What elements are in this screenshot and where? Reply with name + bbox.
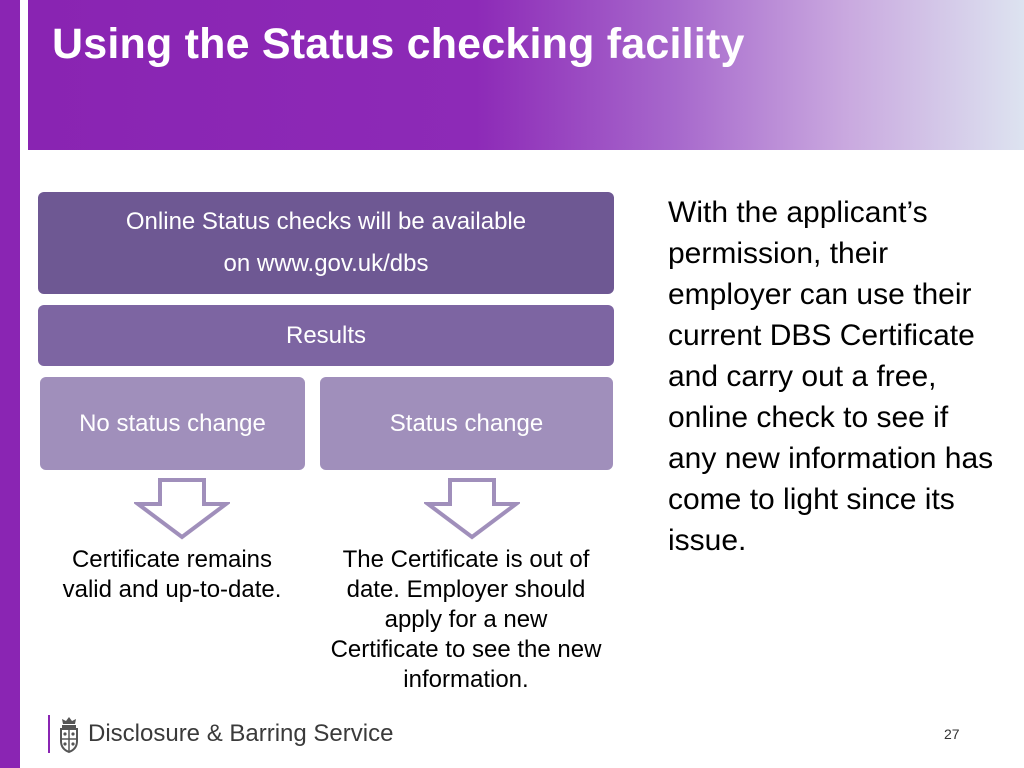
left-accent-bar (0, 0, 20, 768)
right-outcome-text: The Certificate is out of date. Employer should apply for a new Certificate to see the new information. (330, 546, 602, 693)
no-status-change-box: No status change (40, 377, 305, 470)
footer-divider (48, 715, 50, 753)
page-number: 27 (944, 726, 960, 742)
down-arrow-icon (134, 478, 230, 540)
left-outcome-text: Certificate remains valid and up-to-date. (62, 546, 282, 603)
slide-title: Using the Status checking facility (52, 20, 745, 68)
royal-crest-icon (56, 714, 82, 754)
status-check-line-1: Online Status checks will be available (125, 208, 527, 235)
down-arrow-icon (424, 478, 520, 540)
status-change-box: Status change (320, 377, 613, 470)
footer-brand: Disclosure & Barring Service (88, 720, 394, 747)
status-check-box (38, 192, 614, 294)
status-check-line-2: on www.gov.uk/dbs (223, 250, 429, 277)
explanation-text: With the applicant’s permission, their employer can use their current DBS Certificate and carry out a free, online check to see if any new information has come to light since its issue. (668, 196, 994, 557)
results-box: Results (38, 305, 614, 366)
